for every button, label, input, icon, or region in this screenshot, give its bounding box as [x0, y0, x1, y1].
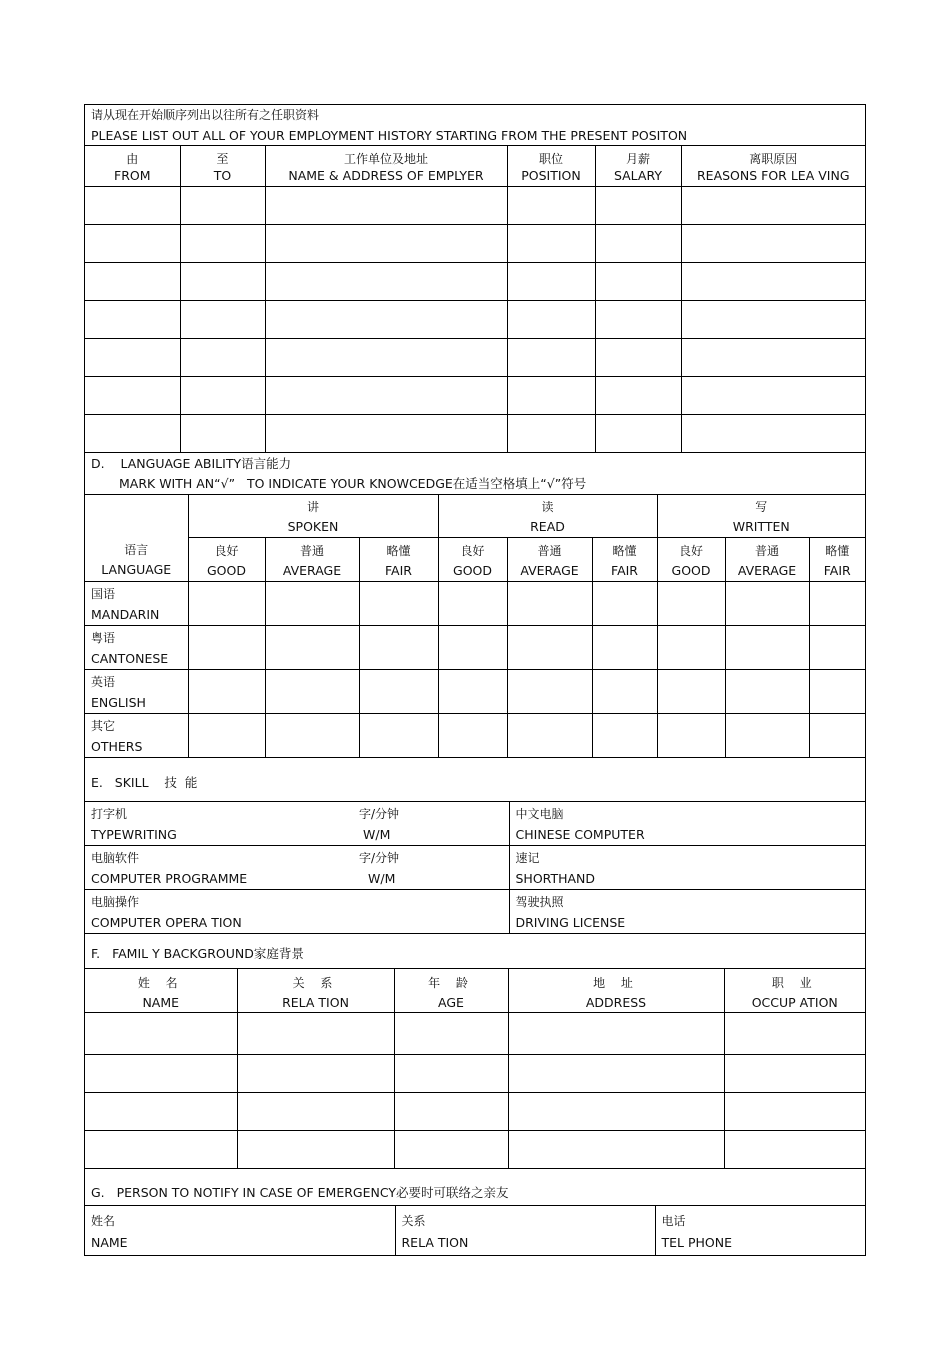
check-cell[interactable] [592, 670, 657, 714]
input-cell[interactable] [508, 1055, 724, 1093]
check-cell[interactable] [188, 714, 265, 758]
input-cell[interactable] [180, 339, 265, 377]
check-cell[interactable] [359, 626, 438, 670]
programme-unit-cn: 字/分钟 [359, 851, 400, 865]
check-cell[interactable] [265, 714, 359, 758]
input-cell[interactable] [394, 1013, 508, 1055]
language-level-row [85, 538, 865, 582]
check-cell[interactable] [592, 714, 657, 758]
check-cell[interactable] [265, 582, 359, 626]
employment-table-wrap [85, 146, 865, 453]
skill-title: E. SKILL 技 能 [91, 775, 198, 790]
input-cell[interactable] [237, 1055, 394, 1093]
input-cell[interactable] [394, 1093, 508, 1131]
employment-table [85, 146, 865, 452]
group-written: 写 WRITTEN [657, 495, 865, 538]
check-cell[interactable] [265, 626, 359, 670]
input-cell[interactable] [85, 415, 180, 453]
level-average: 普通 AVERAGE [507, 538, 592, 582]
check-cell[interactable] [657, 670, 725, 714]
table-row [85, 1055, 865, 1093]
input-cell[interactable] [180, 415, 265, 453]
input-cell[interactable] [85, 339, 180, 377]
skill-row [85, 890, 865, 934]
chinese-computer-label-cn: 中文电脑 [515, 807, 564, 821]
input-cell[interactable] [595, 301, 681, 339]
input-cell[interactable] [394, 1131, 508, 1169]
check-cell[interactable] [592, 582, 657, 626]
input-cell[interactable] [681, 377, 865, 415]
typewriting-label-cn: 打字机 [91, 807, 128, 821]
input-cell[interactable] [265, 339, 507, 377]
check-cell[interactable] [438, 670, 507, 714]
table-row [85, 263, 865, 301]
level-fair: 略懂 FAIR [592, 538, 657, 582]
check-cell[interactable] [657, 626, 725, 670]
col-age: 年 龄 AGE [394, 969, 508, 1013]
input-cell[interactable] [394, 1055, 508, 1093]
employment-section-header [85, 105, 865, 146]
check-cell[interactable] [359, 582, 438, 626]
col-occupation: 职 业 OCCUP ATION [724, 969, 865, 1013]
col-reasons: 离职原因 REASONS FOR LEA VING [681, 146, 865, 187]
family-section-header [85, 934, 865, 969]
input-cell[interactable] [681, 415, 865, 453]
input-cell[interactable] [180, 301, 265, 339]
input-cell[interactable] [681, 225, 865, 263]
skill-table [85, 802, 865, 933]
input-cell[interactable] [507, 225, 595, 263]
check-cell[interactable] [725, 626, 809, 670]
language-name-cell: 粤语 CANTONESE [85, 626, 188, 670]
check-cell[interactable] [507, 626, 592, 670]
input-cell[interactable] [507, 339, 595, 377]
input-cell[interactable] [85, 1093, 237, 1131]
input-cell[interactable] [85, 225, 180, 263]
employment-title-cn: 请从现在开始顺序列出以往所有之任职资料 [91, 108, 320, 122]
input-cell[interactable] [85, 377, 180, 415]
emergency-relation-en: RELA TION [401, 1235, 469, 1250]
table-row [85, 1013, 865, 1055]
language-row-cantonese [85, 626, 865, 670]
programme-cell[interactable] [85, 846, 509, 890]
driving-label-en: DRIVING LICENSE [515, 915, 626, 930]
level-fair: 略懂 FAIR [809, 538, 865, 582]
input-cell[interactable] [724, 1013, 865, 1055]
col-position: 职位 POSITION [507, 146, 595, 187]
language-row-english [85, 670, 865, 714]
input-cell[interactable] [180, 377, 265, 415]
input-cell[interactable] [724, 1131, 865, 1169]
check-cell[interactable] [359, 670, 438, 714]
table-row [85, 301, 865, 339]
table-row [85, 415, 865, 453]
input-cell[interactable] [508, 1131, 724, 1169]
emergency-relation-cell[interactable] [395, 1206, 655, 1255]
language-name-cell: 英语 ENGLISH [85, 670, 188, 714]
language-label-cn: 语言 [124, 543, 149, 557]
shorthand-label-en: SHORTHAND [515, 871, 596, 886]
level-good: 良好 GOOD [657, 538, 725, 582]
input-cell[interactable] [595, 187, 681, 225]
family-table [85, 969, 865, 1168]
table-row [85, 187, 865, 225]
family-table-wrap [85, 969, 865, 1169]
input-cell[interactable] [85, 1131, 237, 1169]
emergency-name-cn: 姓名 [91, 1214, 116, 1228]
emergency-name-en: NAME [91, 1235, 128, 1250]
check-cell[interactable] [657, 714, 725, 758]
input-cell[interactable] [180, 225, 265, 263]
emergency-section-header [85, 1169, 865, 1206]
skill-table-wrap [85, 802, 865, 934]
input-cell[interactable] [681, 187, 865, 225]
input-cell[interactable] [85, 1055, 237, 1093]
language-label-cell [85, 495, 188, 582]
language-section-header [85, 453, 865, 495]
input-cell[interactable] [507, 301, 595, 339]
operation-cell[interactable] [85, 890, 509, 934]
table-row [85, 1131, 865, 1169]
check-cell[interactable] [725, 670, 809, 714]
input-cell[interactable] [237, 1013, 394, 1055]
input-cell[interactable] [507, 377, 595, 415]
check-cell[interactable] [592, 626, 657, 670]
input-cell[interactable] [595, 263, 681, 301]
input-cell[interactable] [85, 301, 180, 339]
input-cell[interactable] [237, 1131, 394, 1169]
shorthand-label-cn: 速记 [515, 851, 540, 865]
language-row-mandarin [85, 582, 865, 626]
check-cell[interactable] [507, 670, 592, 714]
col-address: 地 址 ADDRESS [508, 969, 724, 1013]
check-cell[interactable] [438, 626, 507, 670]
input-cell[interactable] [265, 263, 507, 301]
language-label-en: LANGUAGE [101, 562, 172, 577]
check-cell[interactable] [725, 714, 809, 758]
skill-row [85, 846, 865, 890]
input-cell[interactable] [85, 187, 180, 225]
check-cell[interactable] [188, 626, 265, 670]
input-cell[interactable] [507, 263, 595, 301]
input-cell[interactable] [237, 1093, 394, 1131]
check-cell[interactable] [809, 626, 865, 670]
table-row [85, 339, 865, 377]
typewriting-unit-cn: 字/分钟 [359, 807, 400, 821]
emergency-table [85, 1206, 865, 1255]
input-cell[interactable] [265, 377, 507, 415]
programme-label-en: COMPUTER PROGRAMME [91, 871, 248, 886]
input-cell[interactable] [681, 263, 865, 301]
check-cell[interactable] [359, 714, 438, 758]
input-cell[interactable] [180, 187, 265, 225]
input-cell[interactable] [724, 1055, 865, 1093]
input-cell[interactable] [508, 1013, 724, 1055]
emergency-title: G. PERSON TO NOTIFY IN CASE OF EMERGENCY必要时可联络之亲友 [91, 1185, 509, 1200]
driving-label-cn: 驾驶执照 [515, 895, 564, 909]
check-cell[interactable] [809, 714, 865, 758]
language-name-cell: 国语 MANDARIN [85, 582, 188, 626]
language-table [85, 495, 865, 757]
emergency-phone-cn: 电话 [661, 1214, 686, 1228]
input-cell[interactable] [507, 415, 595, 453]
check-cell[interactable] [657, 582, 725, 626]
table-row [85, 377, 865, 415]
operation-label-en: COMPUTER OPERA TION [91, 915, 242, 930]
check-cell[interactable] [188, 582, 265, 626]
level-fair: 略懂 FAIR [359, 538, 438, 582]
input-cell[interactable] [595, 225, 681, 263]
language-table-wrap [85, 495, 865, 758]
emergency-relation-cn: 关系 [401, 1214, 426, 1228]
employment-title-en: PLEASE LIST OUT ALL OF YOUR EMPLOYMENT HISTORY STARTING FROM THE PRESENT POSITON [91, 128, 688, 143]
check-cell[interactable] [725, 582, 809, 626]
emergency-name-cell[interactable] [85, 1206, 395, 1255]
shorthand-cell[interactable] [509, 846, 865, 890]
table-row [85, 1093, 865, 1131]
emergency-phone-en: TEL PHONE [661, 1235, 732, 1250]
input-cell[interactable] [265, 187, 507, 225]
level-average: 普通 AVERAGE [265, 538, 359, 582]
group-read: 读 READ [438, 495, 657, 538]
skill-row [85, 802, 865, 846]
input-cell[interactable] [85, 263, 180, 301]
input-cell[interactable] [595, 415, 681, 453]
col-name: 姓 名 NAME [85, 969, 237, 1013]
emergency-table-wrap [85, 1206, 865, 1255]
input-cell[interactable] [595, 377, 681, 415]
chinese-computer-cell[interactable] [509, 802, 865, 846]
check-cell[interactable] [507, 582, 592, 626]
chinese-computer-label-en: CHINESE COMPUTER [515, 827, 645, 842]
col-employer: 工作单位及地址 NAME & ADDRESS OF EMPLYER [265, 146, 507, 187]
typewriting-label-en: TYPEWRITING [91, 827, 177, 842]
typewriting-cell[interactable] [85, 802, 509, 846]
check-cell[interactable] [188, 670, 265, 714]
input-cell[interactable] [681, 301, 865, 339]
input-cell[interactable] [508, 1093, 724, 1131]
language-name-cell: 其它 OTHERS [85, 714, 188, 758]
input-cell[interactable] [265, 225, 507, 263]
typewriting-unit-en: W/M [363, 827, 391, 842]
level-good: 良好 GOOD [188, 538, 265, 582]
check-cell[interactable] [438, 714, 507, 758]
emergency-row [85, 1206, 865, 1255]
input-cell[interactable] [724, 1093, 865, 1131]
family-header-row [85, 969, 865, 1013]
application-form [84, 104, 866, 1256]
input-cell[interactable] [265, 415, 507, 453]
operation-label-cn: 电脑操作 [91, 895, 140, 909]
check-cell[interactable] [507, 714, 592, 758]
check-cell[interactable] [265, 670, 359, 714]
col-to: 至 TO [180, 146, 265, 187]
employment-header-row [85, 146, 865, 187]
check-cell[interactable] [809, 670, 865, 714]
check-cell[interactable] [809, 582, 865, 626]
language-row-others [85, 714, 865, 758]
level-good: 良好 GOOD [438, 538, 507, 582]
input-cell[interactable] [595, 339, 681, 377]
col-relation: 关 系 RELA TION [237, 969, 394, 1013]
language-group-row [85, 495, 865, 538]
col-salary: 月薪 SALARY [595, 146, 681, 187]
emergency-phone-cell[interactable] [655, 1206, 865, 1255]
family-title: F. FAMIL Y BACKGROUND家庭背景 [91, 946, 304, 961]
programme-label-cn: 电脑软件 [91, 851, 140, 865]
input-cell[interactable] [180, 263, 265, 301]
input-cell[interactable] [265, 301, 507, 339]
table-row [85, 225, 865, 263]
input-cell[interactable] [507, 187, 595, 225]
programme-unit-en: W/M [368, 871, 396, 886]
skill-section-header [85, 758, 865, 802]
language-title: D. LANGUAGE ABILITY语言能力 [91, 456, 292, 471]
col-from: 由 FROM [85, 146, 180, 187]
group-spoken: 讲 SPOKEN [188, 495, 438, 538]
input-cell[interactable] [85, 1013, 237, 1055]
check-cell[interactable] [438, 582, 507, 626]
level-average: 普通 AVERAGE [725, 538, 809, 582]
driving-cell[interactable] [509, 890, 865, 934]
language-instruction: MARK WITH AN“√” TO INDICATE YOUR KNOWCEDGE在适当空格填上“√”符号 [119, 476, 587, 491]
input-cell[interactable] [681, 339, 865, 377]
